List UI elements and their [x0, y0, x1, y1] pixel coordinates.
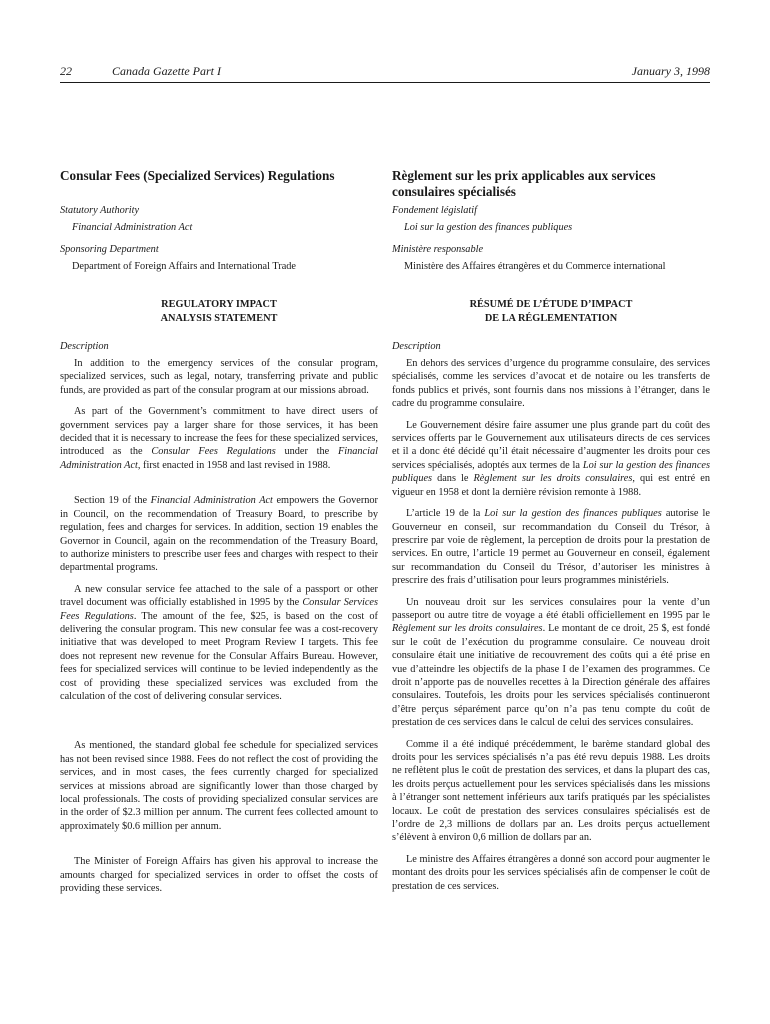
page-number: 22	[60, 64, 72, 78]
ris-heading	[392, 298, 710, 326]
description-label: Description	[392, 340, 441, 352]
sponsoring-department-value: Ministère des Affaires étrangères et du Commerce international	[404, 261, 666, 273]
paragraph-5: As mentioned, the standard global fee schedule for specialized services has not been revised since 1988. Fees do not reflect the cost of providing the services, and in most cases, the fees currently charged for specialized services at missions abroad are significantly lower than those charged by local professionals. The costs of providing specialized consular services are in the order of $2.3 million per annum. The current fees collected amount to approximately $0.6 million per annum.	[60, 740, 378, 832]
paragraph-4: A new consular service fee attached to the sale of a passport or other travel document was officially established in 1995 by the Consular Services Fees Regulations. The amount of the fee, $25, is based on the cost of delivering the consular program. This new consular fee was a cost-recovery initiative that was developed to meet Program Review I targets. This fee does not represent new revenue for the Consular Affairs Bureau. However, fees for specialized services will continue to be levied independently as the cost of providing these specialized services was excluded from the calculation of the cost of delivering consular services.	[60, 583, 379, 702]
french-column	[392, 168, 710, 893]
running-header	[60, 64, 710, 83]
ris-heading-line1: RÉSUMÉ DE L’ÉTUDE D’IMPACT	[469, 298, 633, 310]
ris-heading-line2: ANALYSIS STATEMENT	[160, 312, 278, 324]
paragraph-1: En dehors des services d’urgence du programme consulaire, des services spécialisés, comme les services d’avocat et de notaire ou les transferts de fonds publics et privés, sont fournis dans nos missions à l’étranger, dans le cadre du programme consulaire.	[392, 358, 710, 410]
paragraph-2: As part of the Government’s commitment to have direct users of government services pay a larger share for those services, it has been decided that it is necessary to increase the fees for these specialized services, introduced as the Consular Fees Regulations under the Financial Administration Act, first enacted in 1958 and last revised in 1988.	[60, 406, 378, 471]
statutory-authority-label: Statutory Authority	[60, 205, 140, 216]
paragraph-6: The Minister of Foreign Affairs has given his approval to increase the amounts charged for specialized services in order to offset the costs of providing these services.	[60, 856, 378, 895]
ris-heading-line1: REGULATORY IMPACT	[161, 298, 277, 310]
statutory-authority-label: Fondement législatif	[392, 205, 477, 216]
issue-date: January 3, 1998	[631, 64, 710, 78]
paragraph-4: Un nouveau droit sur les services consulaires pour la vente d’un passeport ou autre titre de voyage a été établi officiellement en 1995 par le Règlement sur les droits consulaires. Le montant de ce droit, 25 $, est fondé sur le coût de l’exécution du programme consulaire. Ce nouveau droit consulaire était une initiative de recouvrement des coûts qui a été prise en vue d’atteindre les objectifs de la phase I de l’examen des programmes. Ce droit n’apporte pas de nouvelles recettes à la Direction générale des affaires consulaires. Toutefois, les droits pour les services spécialisés continueront d’être perçus séparément parce qu’on n’a pas tenu compte du coût de prestation de ces services dans le calcul de celui des services consulaires.	[392, 596, 710, 729]
publication-title: Canada Gazette Part I	[112, 64, 221, 78]
sponsoring-department-label: Ministère responsable	[392, 243, 484, 255]
paragraph-3: Section 19 of the Financial Administration Act empowers the Governor in Council, on the recommendation of Treasury Board, to prescribe by regulation, fees and charges for services. In addition, section 19 enables the Governor in Council, again on the recommendation of the Treasury Board, to authorize ministers to prescribe user fees and charges with respect to their departmental programs.	[60, 495, 378, 574]
ris-heading-line2: DE LA RÉGLEMENTATION	[484, 312, 618, 324]
sponsoring-department-label: Sponsoring Department	[60, 243, 159, 255]
paragraph-2: Le Gouvernement désire faire assumer une plus grande part du coût des services offerts par le Gouvernement aux utilisateurs directs de ces services et il a donc été décidé qu’il était nécessaire d’augmenter les droits pour ces services spécialisés, adoptés aux termes de la Loi sur la gestion des finances publiques dans le Règlement sur les droits consulaires, qui est entré en vigueur en 1958 et dont la dernière révision remonte à 1988.	[392, 419, 710, 498]
regulation-title: Consular Fees (Specialized Services) Regulations	[60, 168, 335, 183]
paragraph-6: Le ministre des Affaires étrangères a donné son accord pour augmenter le montant des droits pour les services spécialisés afin de compenser le coût de prestation de ces services.	[392, 853, 710, 892]
english-column	[60, 168, 378, 895]
regulation-title: Règlement sur les prix applicables aux services consulaires spécialisés	[392, 168, 656, 199]
sponsoring-department-value: Department of Foreign Affairs and International Trade	[72, 261, 296, 273]
description-label: Description	[60, 340, 109, 352]
paragraph-5: Comme il a été indiqué précédemment, le barème standard global des droits pour les services spécialisés n’a pas été revu depuis 1988. Les droits ne reflètent plus le coût de prestation des services, et dans la plupart des cas, les droits perçus actuellement pour les services spécialisés dans les missions à l’étranger sont nettement inférieurs aux tarifs pratiqués par les spécialistes locaux. Le coût de prestation des services consulaires spécialisés est de l’ordre de 2,3 millions de dollars par an. Les droits perçus actuellement s’élèvent à environ 0,6 million de dollars par an.	[392, 738, 710, 844]
paragraph-3: L’article 19 de la Loi sur la gestion des finances publiques autorise le Gouverneur en conseil, sur recommandation du Conseil du Trésor, à prescrire par voie de règlement, la perception de droits pour la prestation de services. En outre, l’article 19 permet au Gouverneur en conseil, également sur recommandation du Conseil du Trésor, d’autoriser les ministres à prescrire des frais d’utilisation pour leurs programmes ministériels.	[392, 508, 710, 587]
statutory-authority-value: Loi sur la gestion des finances publiques	[404, 222, 573, 234]
statutory-authority-value: Financial Administration Act	[72, 222, 193, 234]
ris-heading	[60, 298, 378, 326]
paragraph-1: In addition to the emergency services of the consular program, specialized services, such as legal, notary, transferring private and public funds, are provided as part of the consular program at our missions abroad.	[60, 358, 378, 396]
